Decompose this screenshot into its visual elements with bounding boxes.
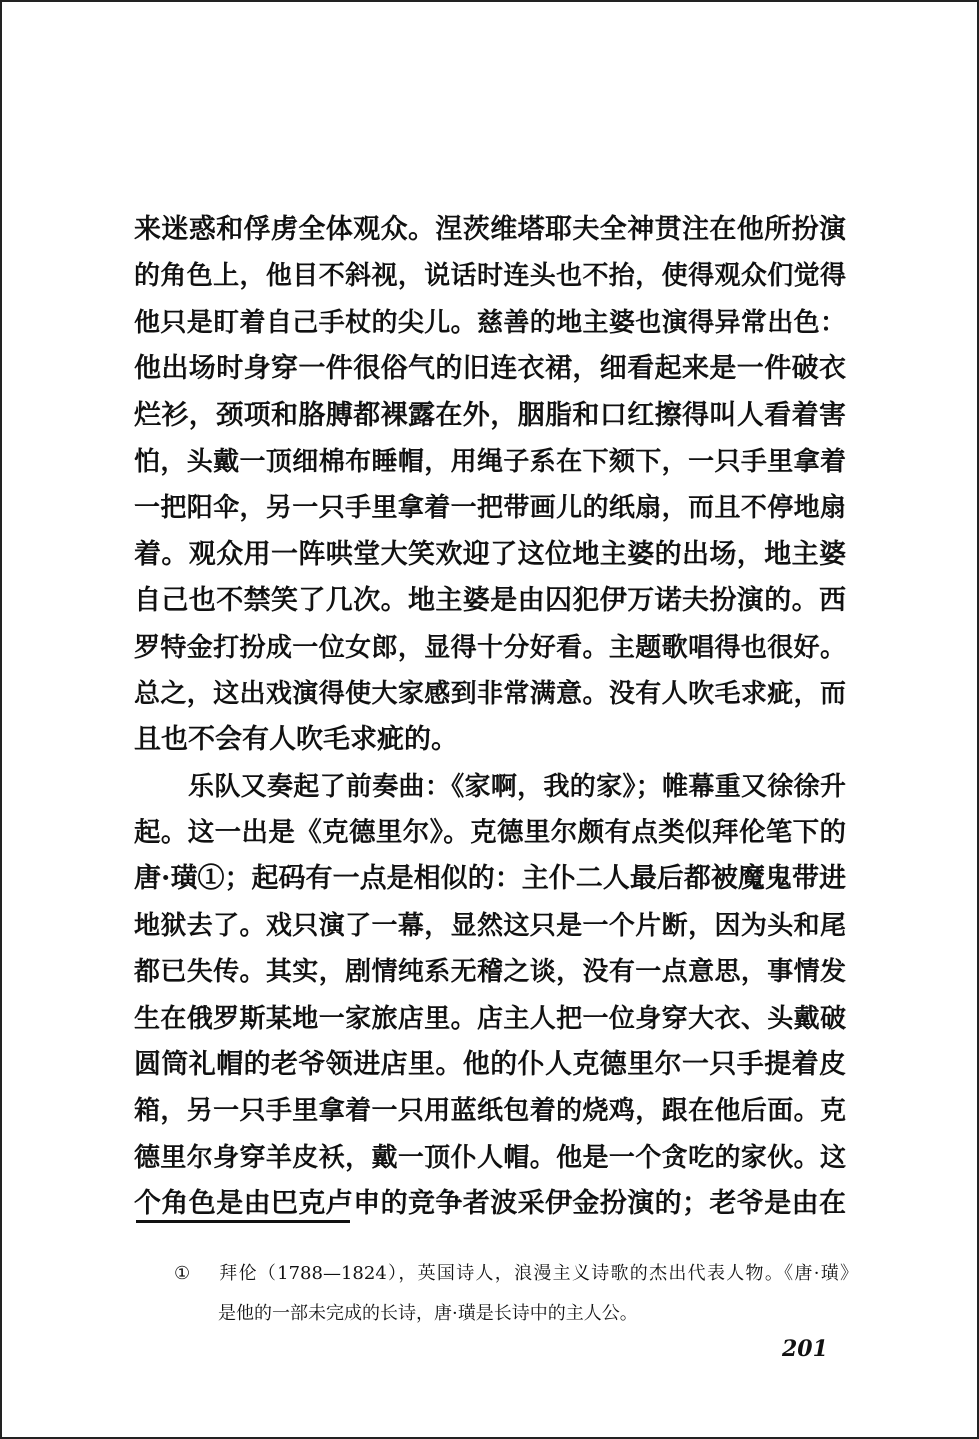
text-line: 地狱去了。戏只演了一幕，显然这只是一个片断，因为头和尾 [134,910,846,941]
body-text [134,207,846,1228]
paragraph-1 [134,207,846,764]
text-line: 着。观众用一阵哄堂大笑欢迎了这位地主婆的出场，地主婆 [134,538,846,570]
text-line: 乐队又奏起了前奏曲：《家啊，我的家》；帷幕重又徐徐升 [188,771,846,802]
text-line: 罗特金打扮成一位女郎，显得十分好看。主题歌唱得也很好。 [134,632,846,663]
footnote-rule [136,1220,350,1223]
footnote-line [174,1254,858,1294]
text-line: 箱，另一只手里拿着一只用蓝纸包着的烧鸡，跟在他后面。克 [134,1096,846,1127]
text-line: 且也不会有人吹毛求疵的。 [134,724,458,756]
text-line: 自己也不禁笑了几次。地主婆是由囚犯伊万诺夫扮演的。西 [134,585,846,617]
footnote [174,1254,858,1334]
text-line: 起。这一出是《克德里尔》。克德里尔颇有点类似拜伦笔下的 [134,817,846,849]
text-line: 一把阳伞，另一只手里拿着一把带画儿的纸扇，而且不停地扇 [134,493,846,524]
text-line: 怕，头戴一顶细棉布睡帽，用绳子系在下颏下，一只手里拿着 [134,446,846,477]
text-line: 的角色上，他目不斜视，说话时连头也不抬，使得观众们觉得 [134,261,846,292]
text-line: 德里尔身穿羊皮袄，戴一顶仆人帽。他是一个贪吃的家伙。这 [134,1142,846,1173]
page-number: 201 [782,1336,828,1362]
text-line: 都已失传。其实，剧情纯系无稽之谈，没有一点意思，事情发 [134,957,846,988]
text-line: 个角色是由巴克卢申的竞争者波采伊金扮演的；老爷是由在 [134,1188,846,1220]
paragraph-2 [134,764,846,1228]
footnote-text: 拜伦（1788—1824），英国诗人，浪漫主义诗歌的杰出代表人物。《唐·璜》 [218,1263,858,1284]
text-line: 来迷惑和俘虏全体观众。涅茨维塔耶夫全神贯注在他所扮演 [134,214,846,245]
text-line: 总之，这出戏演得使大家感到非常满意。没有人吹毛求疵，而 [134,678,846,709]
footnote-marker: ① [174,1263,191,1284]
text-line: 生在俄罗斯某地一家旅店里。店主人把一位身穿大衣、头戴破 [134,1003,846,1034]
text-line: 唐·璜①；起码有一点是相似的：主仆二人最后都被魔鬼带进 [134,863,846,895]
text-line: 烂衫，颈项和胳膊都裸露在外，胭脂和口红擦得叫人看着害 [134,399,846,431]
text-line: 他只是盯着自己手杖的尖儿。慈善的地主婆也演得异常出色： [134,307,846,338]
text-line: 圆筒礼帽的老爷领进店里。他的仆人克德里尔一只手提着皮 [134,1049,846,1081]
footnote-line: 是他的一部未完成的长诗，唐·璜是长诗中的主人公。 [218,1303,638,1324]
text-line: 他出场时身穿一件很俗气的旧连衣裙，细看起来是一件破衣 [134,353,846,385]
